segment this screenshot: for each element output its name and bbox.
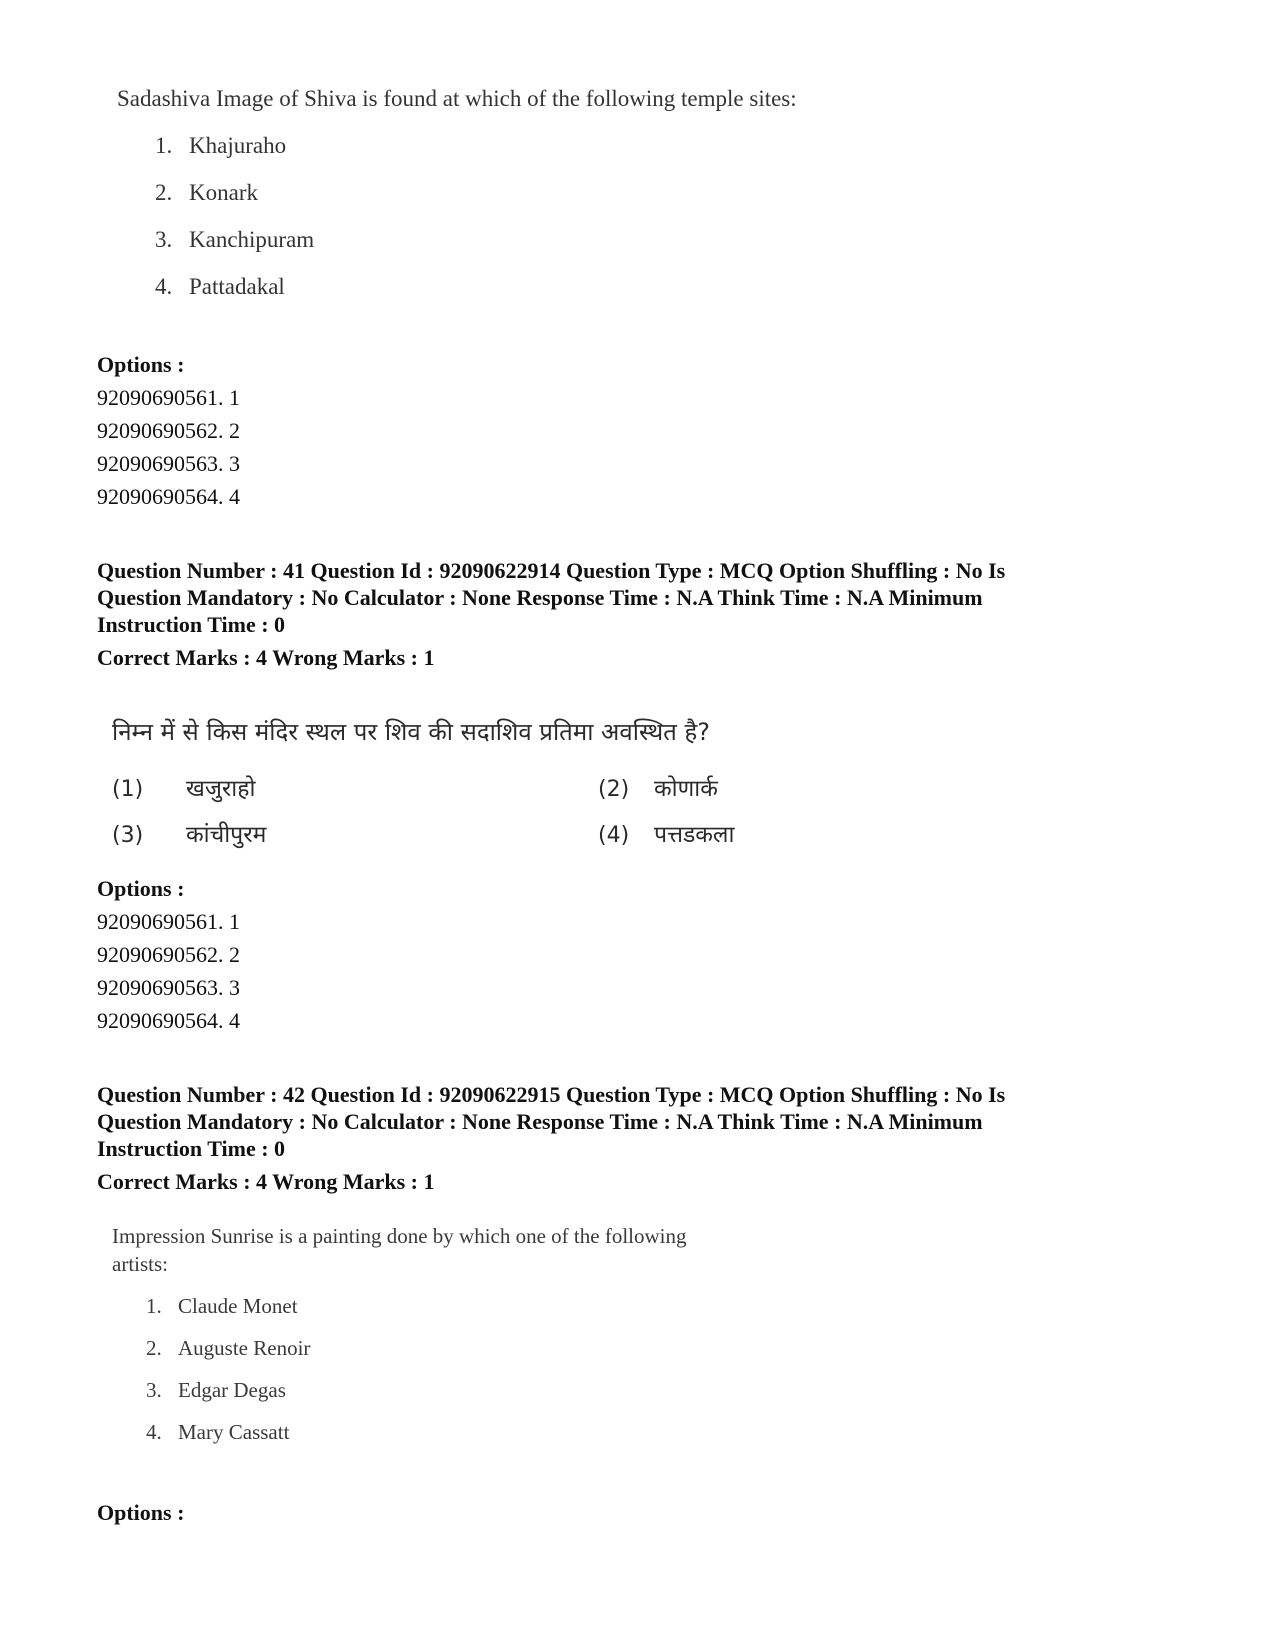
q41-question-image	[112, 715, 792, 865]
choice-text: कांचीपुरम	[186, 822, 267, 848]
choice-text: खजुराहो	[186, 776, 256, 802]
q42-stem-line2: artists:	[112, 1252, 168, 1276]
q40-option-2: 92090690562. 2	[97, 418, 240, 443]
q42-options-heading: Options :	[97, 1500, 185, 1525]
q40-option-3: 92090690563. 3	[97, 451, 240, 476]
choice-text: Auguste Renoir	[178, 1336, 311, 1360]
choice-text: Khajuraho	[189, 133, 287, 158]
q40-option-1: 92090690561. 1	[97, 385, 240, 410]
choice-number: 4.	[146, 1420, 162, 1444]
choice-text: कोणार्क	[654, 776, 718, 802]
q41-marks: Correct Marks : 4 Wrong Marks : 1	[97, 645, 435, 670]
q42-choice-3	[146, 1376, 286, 1404]
q41-options-heading: Options :	[97, 876, 185, 901]
choice-text: Claude Monet	[178, 1294, 298, 1318]
q40-option-4: 92090690564. 4	[97, 484, 240, 509]
q40-question-image	[117, 84, 977, 314]
choice-number: 1.	[155, 133, 173, 158]
choice-number: (2)	[598, 777, 630, 802]
q41-option-2: 92090690562. 2	[97, 942, 240, 967]
q41-choice-2	[598, 771, 718, 803]
q40-choice-2	[155, 179, 258, 207]
q42-metadata	[97, 1081, 1197, 1195]
choice-number: 2.	[146, 1336, 162, 1360]
choice-number: 2.	[155, 180, 173, 205]
q42-marks: Correct Marks : 4 Wrong Marks : 1	[97, 1169, 435, 1194]
q42-question-image	[112, 1222, 832, 1452]
choice-number: (1)	[112, 777, 144, 802]
q40-stem: Sadashiva Image of Shiva is found at which of the following temple sites:	[117, 86, 797, 111]
q41-choice-3	[112, 817, 266, 849]
q42-choice-4	[146, 1418, 289, 1446]
q41-meta-line3: Instruction Time : 0	[97, 612, 286, 637]
choice-number: 4.	[155, 274, 173, 299]
q42-meta-line3: Instruction Time : 0	[97, 1136, 286, 1161]
choice-number: (3)	[112, 823, 144, 848]
q41-choice-1	[112, 771, 255, 803]
choice-number: (4)	[598, 823, 630, 848]
choice-text: पत्तडकला	[654, 822, 735, 848]
q42-choice-1	[146, 1292, 298, 1320]
choice-text: Konark	[189, 180, 258, 205]
q41-meta-line2: Question Mandatory : No Calculator : None Response Time : N.A Think Time : N.A Minimum	[97, 585, 983, 610]
q41-option-1: 92090690561. 1	[97, 909, 240, 934]
q42-stem-line1: Impression Sunrise is a painting done by which one of the following	[112, 1224, 687, 1248]
q40-choice-4	[155, 273, 285, 301]
q41-option-3: 92090690563. 3	[97, 975, 240, 1000]
q41-stem: निम्न में से किस मंदिर स्थल पर शिव की सदाशिव प्रतिमा अवस्थित है?	[112, 718, 710, 746]
choice-text: Edgar Degas	[178, 1378, 286, 1402]
choice-number: 3.	[155, 227, 173, 252]
q40-choice-3	[155, 226, 314, 254]
q40-options-heading: Options :	[97, 352, 185, 377]
q42-meta-line1: Question Number : 42 Question Id : 92090622915 Question Type : MCQ Option Shuffling : No Is	[97, 1082, 1006, 1107]
choice-number: 3.	[146, 1378, 162, 1402]
choice-text: Pattadakal	[189, 274, 285, 299]
q41-option-4: 92090690564. 4	[97, 1008, 240, 1033]
choice-text: Mary Cassatt	[178, 1420, 290, 1444]
q42-meta-line2: Question Mandatory : No Calculator : None Response Time : N.A Think Time : N.A Minimum	[97, 1109, 983, 1134]
q42-choice-2	[146, 1334, 310, 1362]
q40-choice-1	[155, 132, 286, 160]
choice-number: 1.	[146, 1294, 162, 1318]
q41-choice-4	[598, 817, 734, 849]
q41-metadata	[97, 557, 1197, 671]
q41-meta-line1: Question Number : 41 Question Id : 92090622914 Question Type : MCQ Option Shuffling : No Is	[97, 558, 1006, 583]
choice-text: Kanchipuram	[189, 227, 315, 252]
